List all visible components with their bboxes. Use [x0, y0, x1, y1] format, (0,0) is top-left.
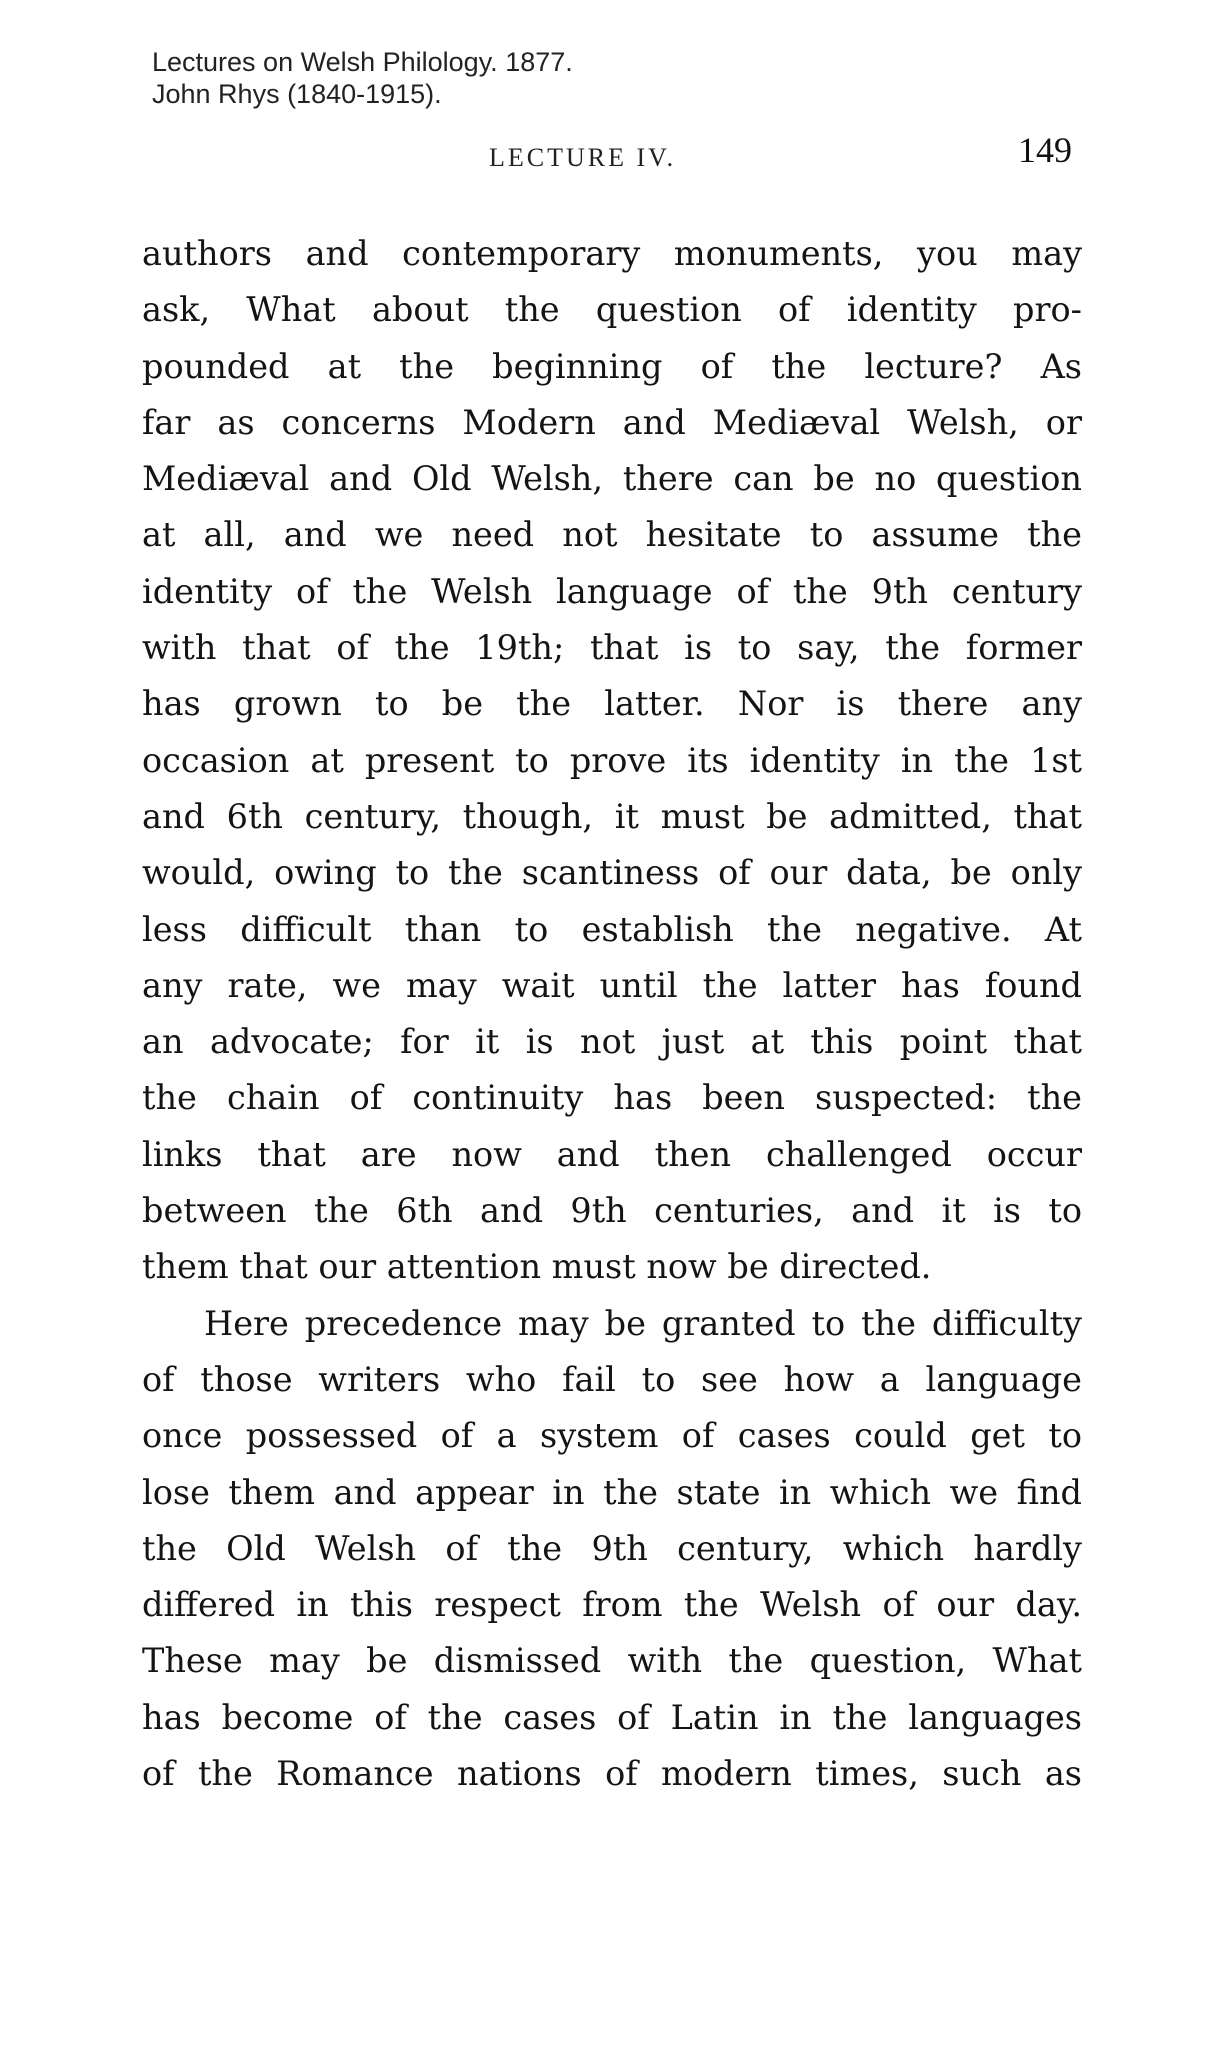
- text-line: an advocate; for it is not just at this point that: [142, 1022, 1082, 1062]
- text-line: the chain of continuity has been suspected: the: [142, 1078, 1082, 1118]
- text-line: has become of the cases of Latin in the languages: [142, 1697, 1082, 1737]
- text-line: at all, and we need not hesitate to assume the: [142, 515, 1082, 555]
- paragraph: [142, 1296, 1082, 1803]
- text-line: them that our attention must now be directed.: [142, 1247, 932, 1287]
- source-author: John Rhys (1840-1915).: [152, 79, 442, 109]
- text-line: links that are now and then challenged occur: [142, 1134, 1082, 1174]
- text-line: Mediæval and Old Welsh, there can be no question: [142, 459, 1082, 499]
- text-line: Here precedence may be granted to the difficulty: [204, 1303, 1082, 1343]
- text-line: of the Romance nations of modern times, such as: [142, 1754, 1082, 1794]
- text-line: These may be dismissed with the question, What: [142, 1641, 1082, 1681]
- text-line: of those writers who fail to see how a language: [142, 1359, 1082, 1399]
- text-line: any rate, we may wait until the latter has found: [142, 965, 1082, 1005]
- text-line: authors and contemporary monuments, you may: [142, 234, 1082, 273]
- text-line: the Old Welsh of the 9th century, which hardly: [142, 1528, 1082, 1568]
- text-line: and 6th century, though, it must be admitted, that: [142, 796, 1082, 836]
- text-line: with that of the 19th; that is to say, the former: [142, 628, 1082, 668]
- page-number: 149: [1018, 130, 1072, 170]
- text-line: once possessed of a system of cases could get to: [142, 1416, 1082, 1456]
- paragraph: [142, 226, 1082, 1296]
- text-line: less difficult than to establish the negative. At: [142, 909, 1082, 949]
- text-line: pounded at the beginning of the lecture? As: [142, 346, 1082, 386]
- body-text: [142, 226, 1082, 1802]
- text-line: between the 6th and 9th centuries, and it is to: [142, 1191, 1082, 1231]
- text-line: differed in this respect from the Welsh of our day.: [142, 1585, 1082, 1625]
- text-line: lose them and appear in the state in which we find: [142, 1472, 1082, 1512]
- text-line: identity of the Welsh language of the 9th century: [142, 571, 1082, 611]
- source-citation: [152, 46, 573, 110]
- running-head: LECTURE IV.: [489, 143, 677, 172]
- text-line: occasion at present to prove its identity in the 1st: [142, 740, 1082, 780]
- source-title: Lectures on Welsh Philology. 1877.: [152, 47, 573, 77]
- text-line: far as concerns Modern and Mediæval Welsh, or: [142, 402, 1082, 442]
- text-line: ask, What about the question of identity pro-: [142, 290, 1082, 330]
- text-line: would, owing to the scantiness of our data, be only: [142, 853, 1082, 893]
- text-line: has grown to be the latter. Nor is there any: [142, 684, 1082, 724]
